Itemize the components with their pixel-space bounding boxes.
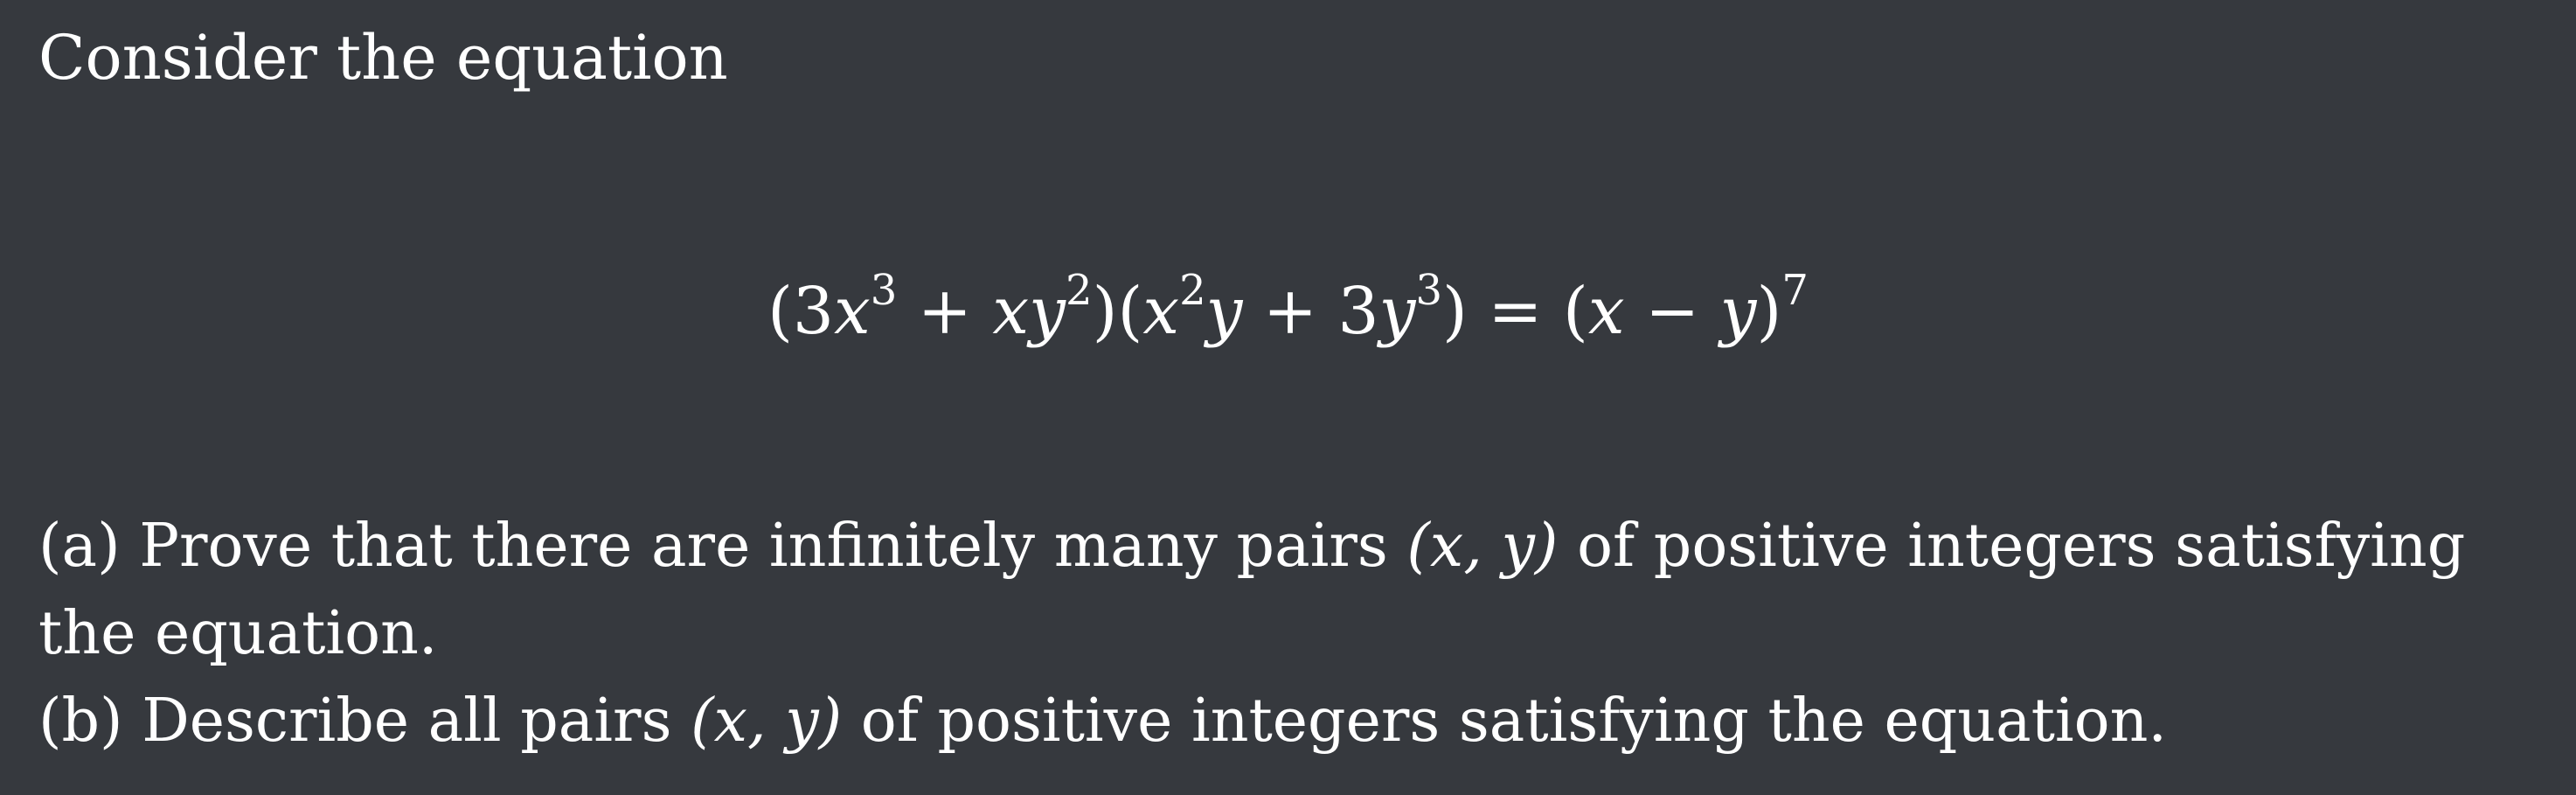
intro-text: Consider the equation bbox=[38, 22, 728, 94]
part-a-continued: the equation. bbox=[38, 599, 438, 668]
question-parts bbox=[38, 503, 2556, 765]
part-b: (b) Describe all pairs (x, y) of positive integers satisfying the equation. bbox=[38, 687, 2168, 756]
part-a: (a) Prove that there are infinitely many pairs (x, y) of positive integers satisfying bbox=[38, 512, 2466, 581]
equation: $(3x^3 + xy^2)(x^2y + 3y^3) = (x - y)^7$ bbox=[767, 266, 1809, 349]
